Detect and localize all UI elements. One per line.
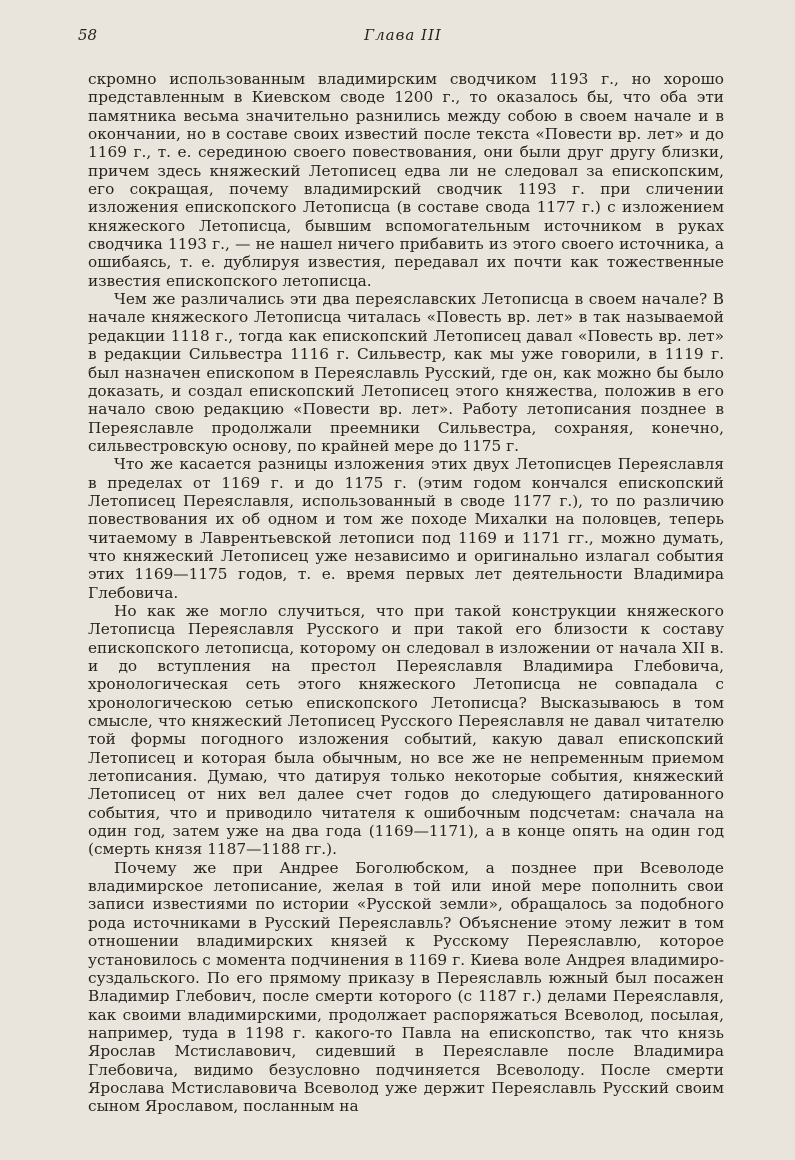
page-number: 58 (78, 26, 98, 44)
page-header (78, 26, 728, 50)
paragraph: Но как же могло случиться, что при такой конструкции княжеского Летописца Переяславля Русского и при такой его близости к составу епископского летописца, которому он следовал в изложении от начала XII в. и до вступления на престол Переяславля Владимира Глебовича, хронологическая сеть этого княжеского Летописца не совпадала с хронологическою сетью епископского Летописца? Высказываюсь в том смысле, что княжеский Летописец Русского Переяславля не давал читателю той формы погодного изложения событий, какую давал епископский Летописец и которая была обычным, но все же не непременным приемом летописания. Думаю, что датируя только некоторые события, княжеский Летописец от них вел далее счет годов до следующего датированного события, что и приводило читателя к ошибочным подсчетам: сначала на один год, затем уже на два года (1169—1171), а в конце опять на один год (смерть князя 1187—1188 гг.). (88, 601, 724, 859)
body-text (88, 70, 724, 1116)
paragraph: Почему же при Андрее Боголюбском, а позднее при Всеволоде владимирское летописание, желая в той или иной мере пополнить свои записи известиями по истории «Русской земли», обращалось за подобного рода источниками в Русский Переяславль? Объяснение этому лежит в том отношении владимирских князей к Русскому Переяславлю, которое установилось с момента подчинения в 1169 г. Киева воле Андрея владимиро-суздальского. По его прямому приказу в Переяславль южный был посажен Владимир Глебович, после смерти которого (с 1187 г.) делами Переяславля, как своими владимирскими, продолжает распоряжаться Всеволод, посылая, например, туда в 1198 г. какого-то Павла на епископство, так что князь Ярослав Мстиславович, сидевший в Переяславле после Владимира Глебовича, видимо безусловно подчиняется Всеволоду. После смерти Ярослава Мстиславовича Всеволод уже держит Переяславль Русский своим сыном Ярославом, посланным на (88, 858, 724, 1116)
paragraph: Чем же различались эти два переяславских Летописца в своем начале? В начале княжеского Летописца читалась «Повесть вр. лет» в так называемой редакции 1118 г., тогда как епископский Летописец давал «Повесть вр. лет» в редакции Сильвестра 1116 г. Сильвестр, как мы уже говорили, в 1119 г. был назначен епископом в Переяславль Русский, где он, как можно бы было доказать, и создал епископский Летописец этого княжества, положив в его начало свою редакцию «Повести вр. лет». Работу летописания позднее в Переяславле продолжали преемники Сильвестра, сохраняя, конечно, сильвестровскую основу, по крайней мере до 1175 г. (88, 290, 724, 455)
paragraph: Что же касается разницы изложения этих двух Летописцев Переяславля в пределах от 1169 г. и до 1175 г. (этим годом кончался епископский Летописец Переяславля, использованный в своде 1177 г.), то по различию повествования их об одном и том же походе Михалки на половцев, теперь читаемому в Лаврентьевской летописи под 1169 и 1171 гг., можно думать, что княжеский Летописец уже независимо и оригинально излагал события этих 1169—1175 годов, т. е. время первых лет деятельности Владимира Глебовича. (88, 455, 724, 602)
paragraph-continued: скромно использованным владимирским сводчиком 1193 г., но хорошо представленным в Киевском своде 1200 г., то оказалось бы, что оба эти памятника весьма значительно разнились между собою в своем начале и в окончании, но в составе своих известий после текста «Повести вр. лет» и до 1169 г., т. е. серединою своего повествования, они были друг другу близки, причем здесь княжеский Летописец едва ли не следовал за епископским, его сокращая, почему владимирский сводчик 1193 г. при сличении изложения епископского Летописца (в составе свода 1177 г.) с изложением княжеского Летописца, бывшим вспомогательным источником в руках сводчика 1193 г., — не нашел ничего прибавить из этого своего источника, а ошибаясь, т. е. дублируя известия, передавал их почти как тожественные известия епископского летописца. (88, 70, 724, 290)
running-head: Глава III (364, 26, 442, 44)
